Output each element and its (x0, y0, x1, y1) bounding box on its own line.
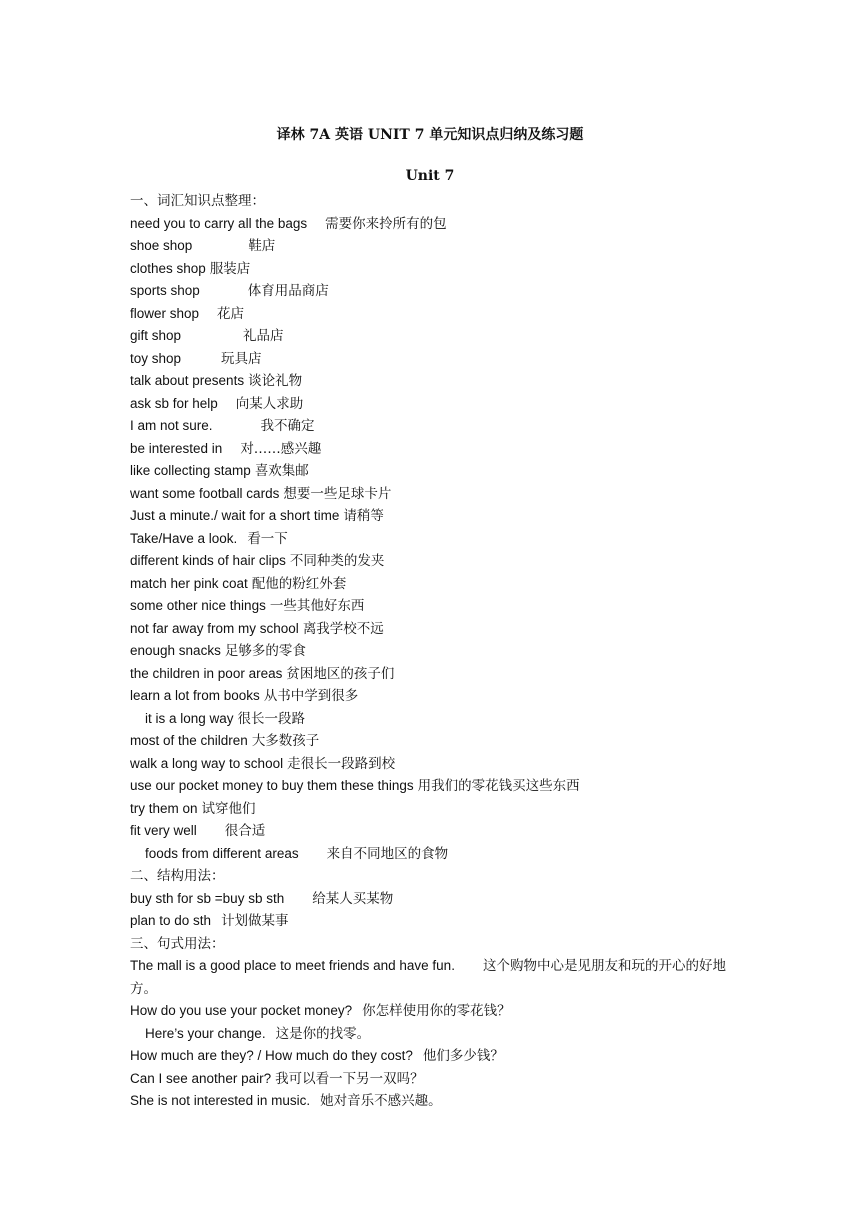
chinese-translation: 花店 (217, 305, 245, 322)
vocab-item (130, 888, 730, 911)
chinese-translation: 很合适 (224, 823, 266, 839)
chinese-translation: 她对音乐不感兴趣。 (320, 1093, 442, 1109)
vocab-item (130, 303, 730, 326)
vocab-item (130, 550, 730, 573)
english-phrase: foods from different areas (145, 845, 299, 861)
vocab-item (130, 1045, 730, 1068)
vocab-item (130, 663, 730, 686)
chinese-translation: 想要一些足球卡片 (283, 485, 392, 502)
chinese-translation: 对……感兴趣 (240, 440, 322, 457)
chinese-translation: 计划做某事 (221, 913, 289, 929)
vocab-item (130, 685, 730, 708)
chinese-translation: 给某人买某物 (312, 890, 394, 907)
chinese-translation: 从书中学到很多 (263, 688, 359, 704)
english-phrase: most of the children (130, 733, 248, 748)
english-phrase: gift shop (130, 328, 182, 343)
chinese-translation: 你怎样使用你的零花钱？ (362, 1003, 511, 1019)
english-phrase: How much are they? / How much do they cost? (130, 1048, 413, 1063)
chinese-translation: 我可以看一下另一双吗？ (275, 1070, 424, 1087)
chinese-translation: 谈论礼物 (248, 373, 303, 389)
vocab-item (130, 798, 730, 821)
vocab-item (130, 438, 730, 461)
english-phrase: try them on (130, 800, 198, 816)
vocab-item (130, 393, 730, 416)
chinese-translation: 向某人求助 (235, 395, 304, 412)
chinese-translation: 很长一段路 (237, 710, 306, 727)
english-phrase: ask sb for help (130, 395, 218, 411)
vocab-item (130, 955, 730, 1000)
chinese-translation: 需要你来拎所有的包 (325, 215, 447, 232)
chinese-translation: 这是你的找零。 (275, 1025, 371, 1042)
english-phrase: She is not interested in music. (130, 1093, 311, 1108)
english-phrase: Just a minute./ wait for a short time (130, 508, 340, 523)
vocab-item (130, 843, 730, 866)
vocab-item (130, 708, 730, 731)
vocab-item (130, 595, 730, 618)
chinese-translation: 喜欢集邮 (254, 463, 309, 479)
vocab-item (130, 528, 730, 551)
english-phrase: Can I see another pair? (130, 1070, 272, 1086)
document-title: 译林 7A 英语 UNIT 7 单元知识点归纳及练习题 (276, 127, 584, 143)
vocab-item (130, 505, 730, 528)
english-phrase: flower shop (130, 305, 200, 321)
english-phrase: not far away from my school (130, 620, 299, 636)
chinese-translation: 体育用品商店 (247, 283, 329, 299)
document-subtitle: Unit 7 (405, 168, 455, 184)
chinese-translation: 服装店 (209, 260, 251, 277)
vocab-item (130, 820, 730, 843)
english-phrase: plan to do sth (130, 913, 212, 928)
english-phrase: Here’s your change. (145, 1025, 266, 1041)
chinese-translation: 看一下 (247, 530, 288, 547)
chinese-translation: 来自不同地区的食物 (326, 845, 449, 862)
vocab-item (130, 618, 730, 641)
english-phrase: some other nice things (130, 598, 266, 613)
chinese-translation: 礼品店 (243, 328, 284, 344)
vocab-item (130, 1068, 730, 1091)
english-phrase: fit very well (130, 823, 197, 838)
chinese-translation: 他们多少钱？ (422, 1048, 504, 1064)
document-body (130, 190, 730, 1113)
english-phrase: walk a long way to school (130, 755, 284, 771)
english-phrase: buy sth for sb =buy sb sth (130, 890, 285, 906)
vocab-item (130, 753, 730, 776)
chinese-translation: 我不确定 (260, 418, 315, 434)
english-phrase: sports shop (130, 283, 200, 298)
chinese-translation: 请稍等 (343, 508, 384, 524)
vocab-item (130, 280, 730, 303)
english-phrase: shoe shop (130, 238, 193, 253)
chinese-translation: 一些其他好东西 (269, 598, 365, 614)
vocab-item (130, 573, 730, 596)
vocab-item (130, 235, 730, 258)
english-phrase: I am not sure. (130, 418, 213, 433)
vocab-item (130, 1090, 730, 1113)
english-phrase: use our pocket money to buy them these things (130, 778, 414, 793)
chinese-translation: 这个购物中心是见朋友和玩的开心的好地方。 (130, 958, 726, 997)
vocab-item (130, 348, 730, 371)
english-phrase: like collecting stamp (130, 463, 251, 478)
chinese-translation: 配他的粉红外套 (251, 575, 347, 592)
vocab-item (130, 460, 730, 483)
english-phrase: toy shop (130, 350, 182, 366)
english-phrase: The mall is a good place to meet friends and have fun. (130, 958, 455, 973)
english-phrase: clothes shop (130, 260, 206, 276)
english-phrase: How do you use your pocket money? (130, 1003, 353, 1018)
english-phrase: different kinds of hair clips (130, 553, 286, 568)
english-phrase: it is a long way (145, 710, 234, 726)
english-phrase: Take/Have a look. (130, 530, 238, 546)
vocab-item (130, 258, 730, 281)
chinese-translation: 试穿他们 (201, 800, 256, 817)
chinese-translation: 离我学校不远 (302, 620, 384, 637)
section-heading: 三、句式用法： (130, 935, 225, 952)
vocab-item (130, 415, 730, 438)
chinese-translation: 大多数孩子 (251, 733, 320, 749)
english-phrase: the children in poor areas (130, 665, 283, 681)
chinese-translation: 鞋店 (248, 238, 276, 254)
section-heading: 二、结构用法： (130, 868, 225, 884)
chinese-translation: 不同种类的发夹 (289, 553, 385, 569)
english-phrase: need you to carry all the bags (130, 215, 308, 231)
vocab-item (130, 325, 730, 348)
vocab-item (130, 640, 730, 663)
english-phrase: be interested in (130, 440, 223, 456)
chinese-translation: 贫困地区的孩子们 (286, 665, 395, 682)
english-phrase: talk about presents (130, 373, 245, 388)
vocab-item (130, 370, 730, 393)
vocab-item (130, 1023, 730, 1046)
chinese-translation: 足够多的零食 (224, 643, 306, 659)
vocab-item (130, 213, 730, 236)
vocab-item (130, 1000, 730, 1023)
english-phrase: learn a lot from books (130, 688, 260, 703)
vocab-item (130, 775, 730, 798)
chinese-translation: 走很长一段路到校 (287, 755, 396, 772)
english-phrase: match her pink coat (130, 575, 248, 591)
vocab-item (130, 730, 730, 753)
english-phrase: enough snacks (130, 643, 221, 658)
english-phrase: want some football cards (130, 485, 280, 501)
chinese-translation: 玩具店 (221, 350, 262, 367)
vocab-item (130, 483, 730, 506)
section-heading: 一、词汇知识点整理： (130, 193, 265, 209)
vocab-item (130, 910, 730, 933)
chinese-translation: 用我们的零花钱买这些东西 (417, 778, 580, 794)
